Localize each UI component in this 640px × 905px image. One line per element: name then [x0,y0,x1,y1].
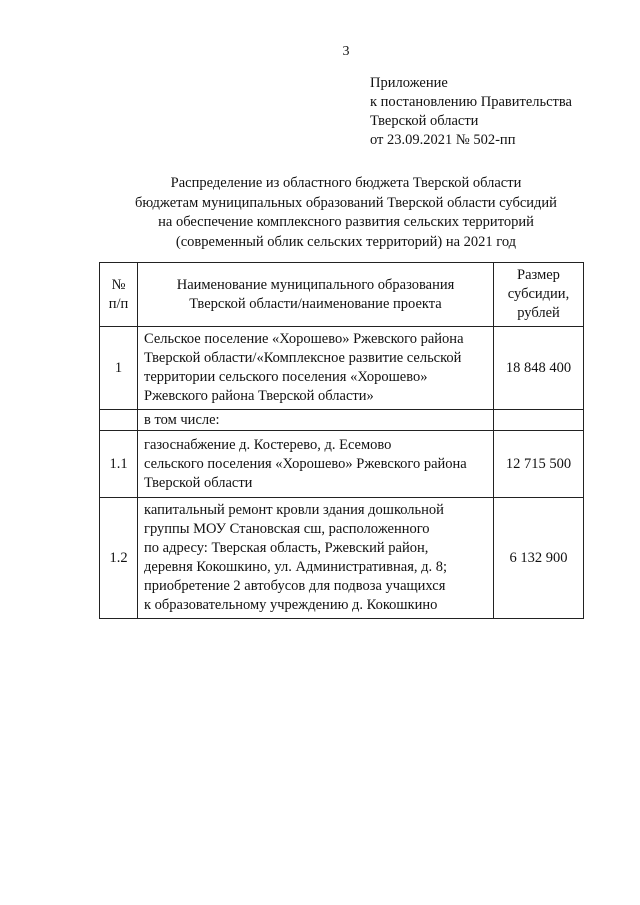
header-text: Тверской области/наименование проекта [189,295,442,312]
row-amount: 12 715 500 [494,431,584,498]
row-name-line: приобретение 2 автобусов для подвоза учащихся [144,578,446,594]
header-text: рублей [517,305,560,321]
row-name-line: капитальный ремонт кровли здания дошкольной [144,502,444,518]
row-name-line: в том числе: [144,411,220,428]
header-text: субсидии, [507,286,570,302]
appendix-line: Приложение [370,75,448,91]
appendix-date-line: от 23.09.2021 № 502-пп [370,132,516,148]
appendix-block [370,74,572,150]
row-name [138,410,494,431]
row-name-line: группы МОУ Становская сш, расположенного [144,521,430,537]
row-name [138,498,494,619]
appendix-line: Тверской области [370,113,479,129]
header-name [138,263,494,327]
row-number: 1.1 [100,431,138,498]
row-name-line: территории сельского поселения «Хорошево» [144,369,428,385]
table-row [100,410,584,431]
header-text: № [111,276,126,293]
row-name-line: сельского поселения «Хорошево» Ржевского района [144,455,467,472]
row-name [138,327,494,410]
table-row [100,498,584,619]
row-name-line: Тверской области [144,474,253,491]
row-name-line: к образовательному учреждению д. Кокошкино [144,597,438,613]
title-line: (современный облик сельских территорий) на 2021 год [175,233,517,250]
document-title [0,174,640,252]
row-amount: 18 848 400 [494,327,584,410]
header-text: Размер [517,267,560,283]
table-header-row [100,263,584,327]
table-row [100,431,584,498]
subsidy-table [99,262,584,619]
header-number [100,263,138,327]
row-number [100,410,138,431]
header-amount [494,263,584,327]
row-amount [494,410,584,431]
row-name-line: газоснабжение д. Костерево, д. Есемово [144,436,392,453]
row-name-line: Тверской области/«Комплексное развитие сельской [144,350,462,366]
appendix-line: к постановлению Правительства [370,94,572,110]
row-number: 1.2 [100,498,138,619]
header-text: Наименование муниципального образования [176,276,455,293]
row-amount: 6 132 900 [494,498,584,619]
row-name-line: Ржевского района Тверской области» [144,388,374,404]
title-line: бюджетам муниципальных образований Тверской области субсидий [135,194,557,211]
row-number: 1 [100,327,138,410]
header-text: п/п [108,295,129,312]
row-name [138,431,494,498]
row-name-line: Сельское поселение «Хорошево» Ржевского района [144,331,464,347]
title-line: на обеспечение комплексного развития сельских территорий [158,214,534,230]
row-name-line: по адресу: Тверская область, Ржевский район, [144,540,429,556]
title-line: Распределение из областного бюджета Тверской области [170,175,522,191]
table-row [100,327,584,410]
row-name-line: деревня Кокошкино, ул. Административная, д. 8; [144,559,448,575]
page-number: 3 [342,44,350,59]
